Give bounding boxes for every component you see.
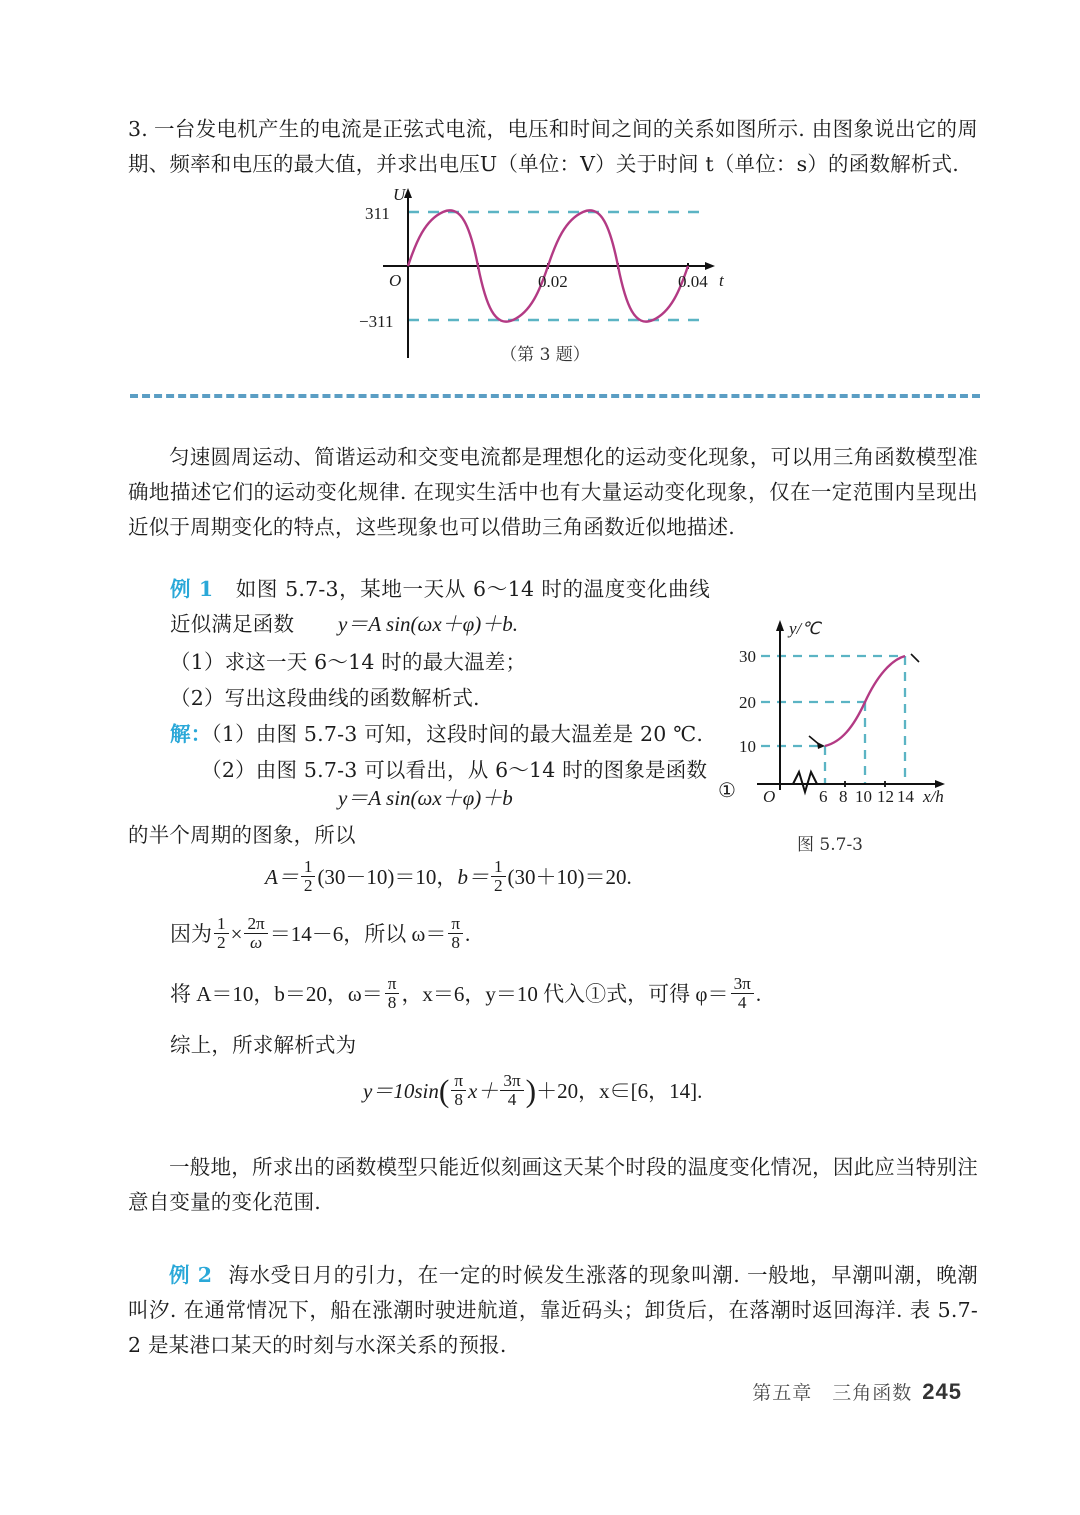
page-footer: [752, 1378, 962, 1405]
y-tick-label-30: 30: [739, 647, 756, 666]
origin-label: O: [763, 787, 776, 806]
formula-phi-period: .: [755, 981, 762, 1006]
formula-omega: [170, 915, 470, 952]
final-formula-xvar: x＋: [468, 1078, 499, 1103]
fraction-denominator: 2: [301, 876, 316, 895]
y-tick-label-20: 20: [739, 693, 756, 712]
figure-5-7-3: [705, 612, 975, 862]
problem-3: [128, 112, 978, 182]
formula-A-lhs: A＝: [265, 864, 299, 889]
formula-omega-suffix: 所以 ω＝: [364, 921, 447, 946]
y-axis-label: U: [393, 185, 406, 204]
fraction-two-pi-over-omega: [244, 915, 267, 952]
formula-omega-period: .: [465, 921, 471, 946]
final-formula-rhs: ＋20，x∈[6，14].: [536, 1078, 703, 1103]
figure-1-caption: （第 3 题）: [500, 345, 590, 365]
formula-b-lhs: b＝: [457, 864, 489, 889]
origin-label: O: [389, 271, 402, 290]
section-divider: [130, 394, 980, 398]
fraction-pi-over-8-a: [448, 915, 463, 952]
fraction-3pi-over-4-a: [731, 975, 754, 1012]
figure-2-caption: 图 5.7-3: [797, 835, 863, 855]
fraction-numerator: π: [454, 1071, 464, 1090]
close-paren: ): [525, 1073, 537, 1109]
fraction-denominator: 8: [385, 993, 400, 1012]
fraction-numerator: 3π: [733, 974, 751, 993]
figure-sine-wave: [355, 180, 735, 370]
formula-omega-equals: ＝14－6，: [269, 921, 365, 946]
example-1-conclusion-lead: 综上，所求解析式为: [170, 1033, 357, 1057]
temperature-curve: [825, 656, 905, 746]
fraction-denominator: 8: [448, 933, 463, 952]
x-tick-label-12: 12: [877, 787, 894, 806]
example-1-label: 例 1: [170, 577, 214, 601]
example-2-paragraph: [128, 1258, 978, 1363]
fraction-pi-over-8-c: [451, 1072, 466, 1109]
final-formula-lhs: y＝10sin: [363, 1078, 439, 1103]
solution-label: 解：: [170, 722, 212, 746]
formula-phi-prefix: 将 A＝10，b＝20，ω＝: [170, 981, 383, 1006]
solution-1-text: （1）由图 5.7-3 可知，这段时间的最大温差是 20 ℃.: [211, 722, 704, 746]
formula-omega-prefix: 因为: [170, 921, 212, 946]
footer-chapter: 第五章 三角函数: [752, 1382, 913, 1404]
fraction-numerator: 3π: [503, 1071, 521, 1090]
fraction-denominator: 4: [500, 1090, 523, 1109]
fraction-denominator: 4: [731, 993, 754, 1012]
formula-solution-equation-text: y＝A sin(ωx＋φ)＋b: [338, 786, 513, 810]
fraction-numerator: π: [387, 974, 397, 993]
fraction-denominator: 8: [451, 1090, 466, 1109]
general-note-paragraph: 一般地，所求出的函数模型只能近似刻画这天某个时段的温度变化情况，因此应当特别注意自变量的变化范围.: [128, 1155, 978, 1214]
example-1-continued: 的半个周期的图象，所以: [128, 823, 356, 847]
x-tick-label-002: 0.02: [538, 272, 568, 291]
x-tick-label-8: 8: [839, 787, 848, 806]
x-tick-label-14: 14: [897, 787, 914, 806]
x-axis-label: x/h: [923, 787, 944, 806]
y-axis-label: y/℃: [789, 619, 821, 638]
formula-model-equation: [338, 608, 518, 638]
intro-paragraph: 匀速圆周运动、简谐运动和交变电流都是理想化的运动变化现象，可以用三角函数模型准确地描述它们的运动变化规律. 在现实生活中也有大量运动变化现象，仅在一定范围内呈现出近似于周期变化的特点，这些现象也可以借助三角函数近似地描述.: [128, 445, 978, 539]
formula-amplitude-offset: [265, 858, 632, 895]
curve-start-arrowhead: [817, 742, 825, 749]
open-paren: (: [438, 1073, 450, 1109]
axis-break-symbol: [793, 772, 817, 792]
fraction-3pi-over-4-b: [500, 1072, 523, 1109]
fraction-numerator: 1: [303, 857, 313, 876]
fraction-numerator: 1: [493, 857, 503, 876]
formula-b-rhs: (30＋10)＝20.: [507, 864, 632, 889]
fraction-numerator: 2π: [247, 914, 265, 933]
problem-3-text: 一台发电机产生的电流是正弦式电流，电压和时间之间的关系如图所示. 由图象说出它的周期、频率和电压的最大值，并求出电压U（单位：V）关于时间 t（单位：s）的函数解析式.: [128, 117, 978, 176]
figure-5-7-3-svg: [705, 612, 975, 862]
multiplication-sign: ×: [230, 921, 243, 946]
y-axis-arrow: [776, 620, 784, 631]
formula-model-equation-text: y＝A sin(ωx＋φ)＋b.: [338, 612, 519, 636]
solution-2-text: （2）由图 5.7-3 可以看出，从 6～14 时的图象是函数: [211, 758, 708, 782]
fraction-denominator: ω: [244, 933, 267, 952]
fraction-one-half-b: [491, 858, 506, 895]
y-tick-label-neg311: −311: [359, 312, 394, 331]
example-2-text: 海水受日月的引力，在一定的时候发生涨落的现象叫潮. 一般地，早潮叫潮，晚潮叫汐. 在通常情况下，船在涨潮时驶进航道，靠近码头；卸货后，在落潮时返回海洋. 表 5.7-2 是某港口某天的时刻与水深关系的预报.: [128, 1263, 978, 1357]
fraction-one-half-c: [214, 915, 229, 952]
fraction-pi-over-8-b: [385, 975, 400, 1012]
curve-end-accent: [911, 654, 919, 662]
example-1-solution-1: [170, 717, 730, 752]
formula-phi: [170, 975, 761, 1012]
fraction-one-half-a: [301, 858, 316, 895]
equation-marker-circled-one: ①: [718, 778, 736, 802]
problem-3-number: 3.: [128, 117, 148, 141]
example-1-question-2: （2）写出这段曲线的函数解析式.: [170, 686, 480, 710]
x-axis-arrow: [705, 262, 715, 270]
x-axis-label: t: [719, 271, 724, 290]
fraction-numerator: π: [451, 914, 461, 933]
footer-page-number: 245: [922, 1379, 962, 1404]
y-tick-label-10: 10: [739, 737, 756, 756]
fraction-denominator: 2: [214, 933, 229, 952]
example-2-label: 例 2: [169, 1263, 213, 1287]
formula-final-answer: [363, 1072, 702, 1110]
x-tick-label-004: 0.04: [678, 272, 708, 291]
example-1-intro: 如图 5.7-3，某地一天从 6～14 时的温度变化曲线近似满足函数: [170, 577, 710, 636]
formula-A-rhs: (30－10)＝10，: [317, 864, 458, 889]
fraction-denominator: 2: [491, 876, 506, 895]
x-tick-label-6: 6: [819, 787, 828, 806]
y-tick-label-311: 311: [365, 204, 390, 223]
formula-solution-equation: [338, 782, 513, 812]
example-1-question-1: （1）求这一天 6～14 时的最大温差；: [170, 650, 527, 674]
formula-phi-mid: ，x＝6，y＝10 代入①式，可得 φ＝: [401, 981, 729, 1006]
fraction-numerator: 1: [217, 914, 226, 933]
x-tick-label-10: 10: [855, 787, 872, 806]
